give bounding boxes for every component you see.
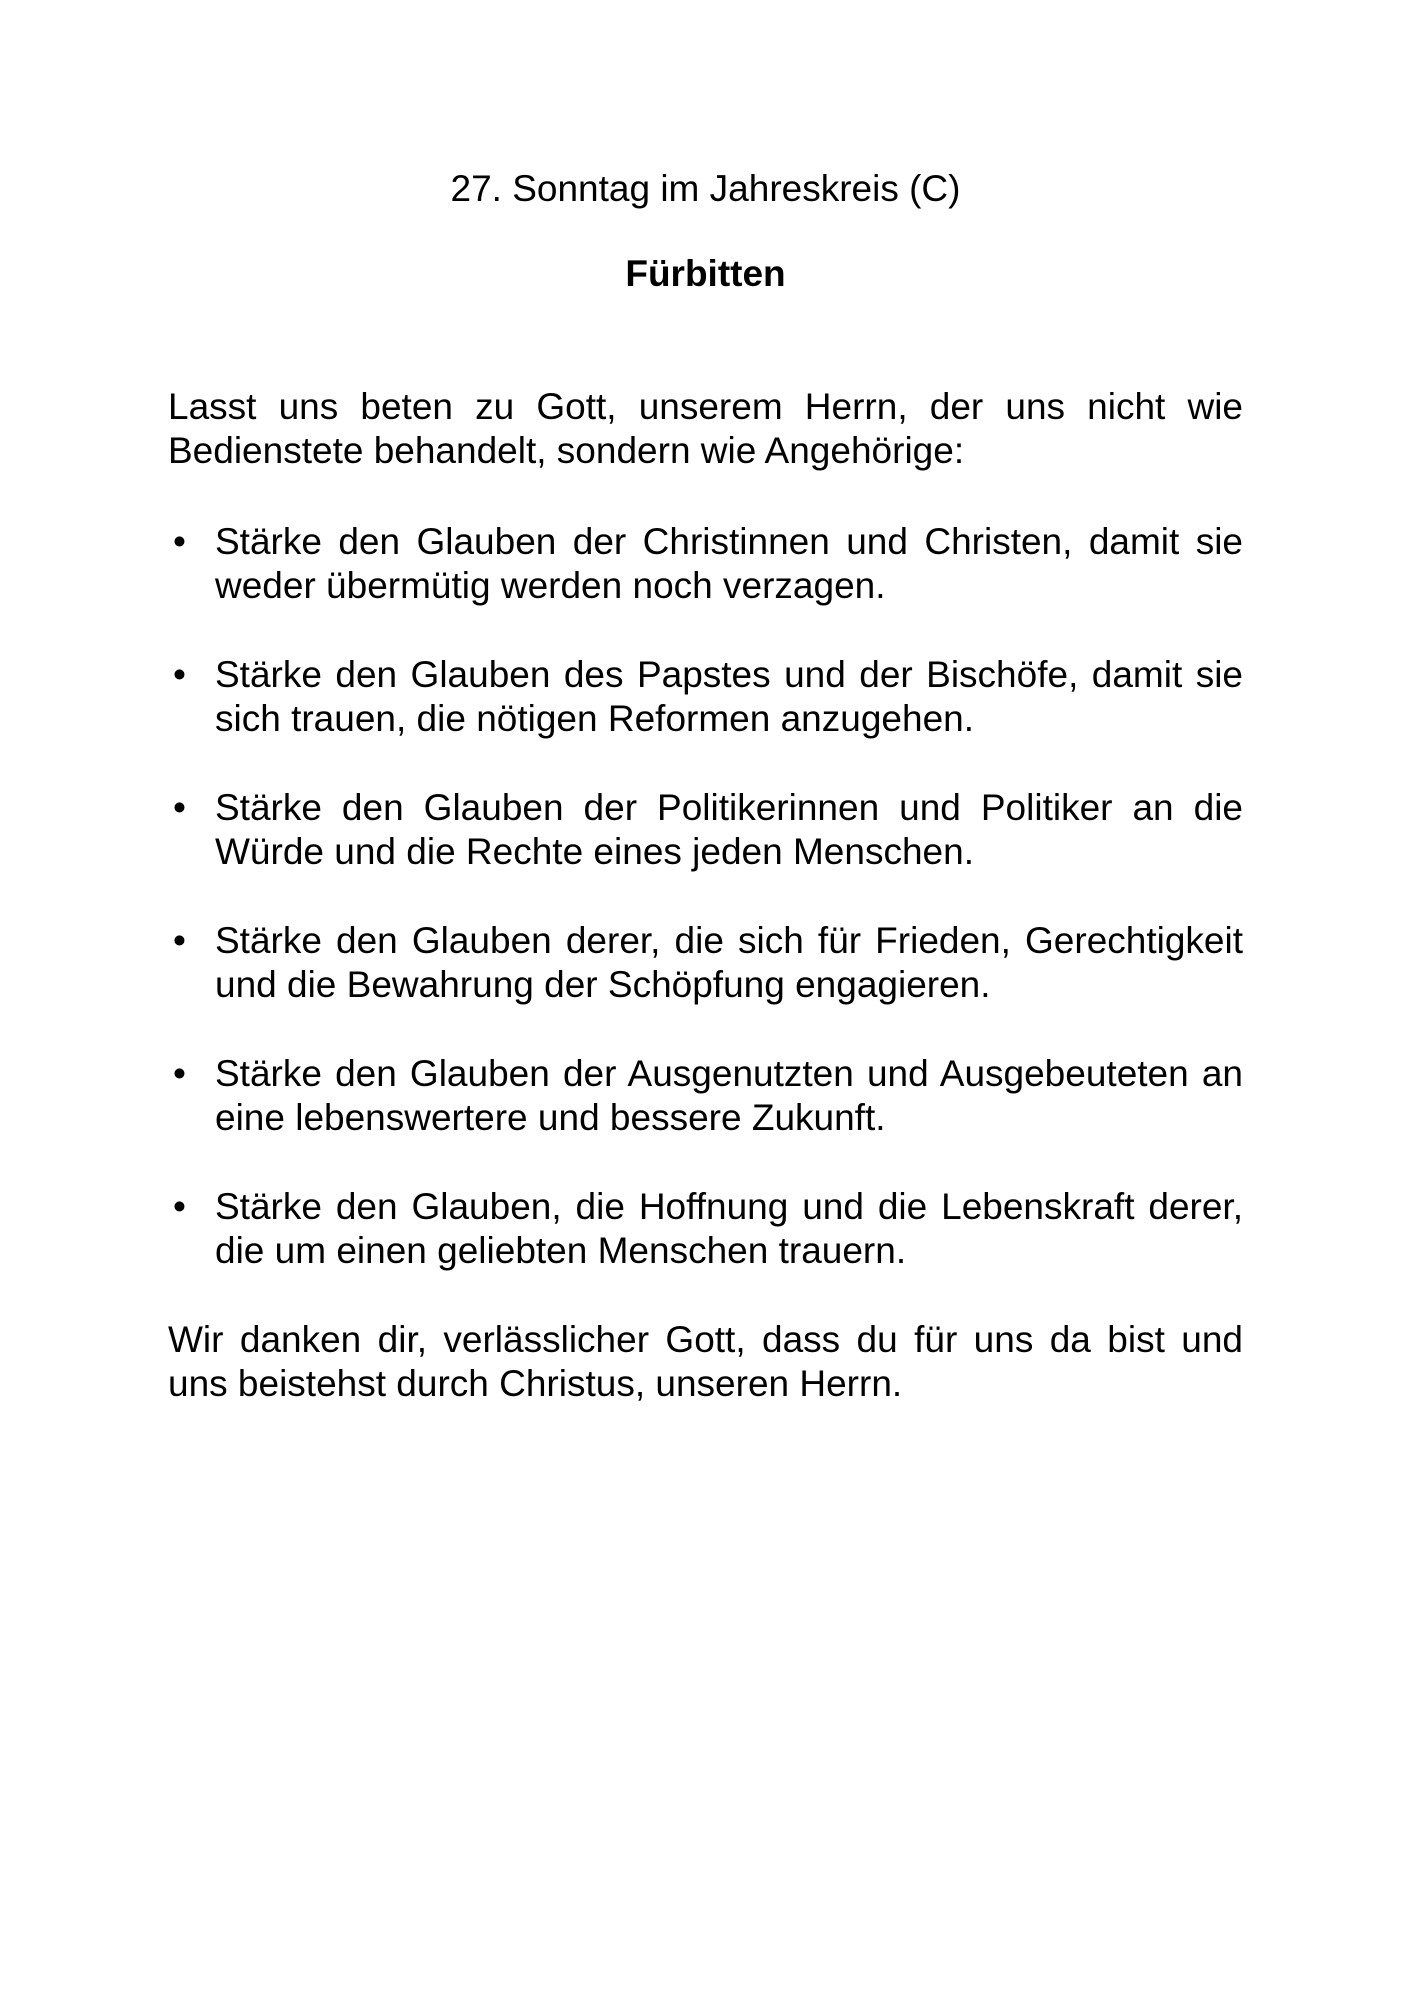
bullet-icon: • [173, 1186, 186, 1227]
intro-paragraph: Lasst uns beten zu Gott, unserem Herrn, der uns nicht wie Bedienstete behandelt, sondern wie Angehörige: [168, 386, 1243, 471]
petition-text: Stärke den Glauben der Christinnen und Christen, damit sie weder übermütig werden noch verzagen. [215, 521, 1243, 606]
petition-text: Stärke den Glauben derer, die sich für Frieden, Gerechtigkeit und die Bewahrung der Schöpfung engagieren. [215, 920, 1243, 1005]
bullet-icon: • [173, 920, 186, 961]
petition-text: Stärke den Glauben der Politikerinnen und Politiker an die Würde und die Rechte eines jeden Menschen. [215, 787, 1243, 872]
bullet-icon: • [173, 787, 186, 828]
list-item [168, 919, 1243, 1007]
petition-text: Stärke den Glauben der Ausgenutzten und Ausgebeuteten an eine lebenswertere und bessere Zukunft. [215, 1053, 1243, 1138]
petition-list [168, 520, 1243, 1273]
list-item [168, 786, 1243, 874]
document-subtitle: Fürbitten [625, 253, 786, 294]
petition-text: Stärke den Glauben, die Hoffnung und die Lebenskraft derer, die um einen geliebten Menschen trauern. [215, 1186, 1243, 1271]
document-title: 27. Sonntag im Jahreskreis (C) [450, 168, 961, 209]
list-item [168, 1052, 1243, 1140]
bullet-icon: • [173, 521, 186, 562]
list-item [168, 520, 1243, 608]
list-item [168, 1185, 1243, 1273]
list-item [168, 653, 1243, 741]
closing-paragraph: Wir danken dir, verlässlicher Gott, dass du für uns da bist und uns beistehst durch Christus, unseren Herrn. [168, 1319, 1243, 1404]
petition-text: Stärke den Glauben des Papstes und der Bischöfe, damit sie sich trauen, die nötigen Reformen anzugehen. [215, 654, 1243, 739]
bullet-icon: • [173, 1053, 186, 1094]
bullet-icon: • [173, 654, 186, 695]
